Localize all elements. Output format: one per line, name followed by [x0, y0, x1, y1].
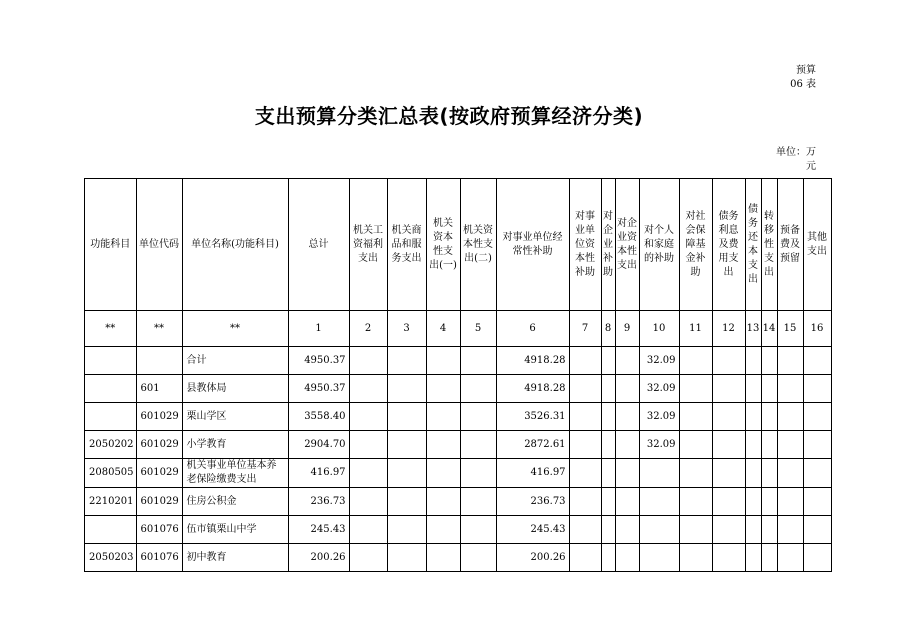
empty-cell — [460, 431, 496, 459]
empty-cell — [679, 375, 712, 403]
empty-cell — [426, 375, 460, 403]
col-header: 对社会保障基金补助 — [679, 179, 712, 311]
empty-cell — [569, 488, 601, 516]
col-header: 其他支出 — [803, 179, 831, 311]
empty-cell — [777, 431, 803, 459]
empty-cell — [712, 516, 745, 544]
col-header: 对个人和家庭的补助 — [639, 179, 679, 311]
table-row — [85, 431, 832, 459]
empty-cell — [460, 375, 496, 403]
empty-cell — [569, 459, 601, 488]
subsidy-cell: 416.97 — [496, 459, 569, 488]
col-header: 对事业单位经常性补助 — [496, 179, 569, 311]
col-header: 功能科目 — [85, 179, 137, 311]
empty-cell — [349, 544, 387, 572]
col-code: 1 — [288, 311, 349, 347]
personal-subsidy-cell — [639, 488, 679, 516]
empty-cell — [601, 375, 615, 403]
form-tag — [770, 64, 816, 92]
empty-cell — [460, 544, 496, 572]
empty-cell — [679, 516, 712, 544]
empty-cell — [745, 488, 761, 516]
unit-name-cell: 初中教育 — [182, 544, 288, 572]
empty-cell — [777, 347, 803, 375]
subsidy-cell: 245.43 — [496, 516, 569, 544]
empty-cell — [777, 488, 803, 516]
table-row — [85, 544, 832, 572]
col-code: 2 — [349, 311, 387, 347]
unit-code-cell: 601076 — [136, 516, 182, 544]
col-code: ** — [136, 311, 182, 347]
empty-cell — [761, 459, 777, 488]
empty-cell — [615, 488, 639, 516]
empty-cell — [387, 544, 426, 572]
total-cell: 416.97 — [288, 459, 349, 488]
empty-cell — [712, 544, 745, 572]
col-code: 6 — [496, 311, 569, 347]
empty-cell — [569, 516, 601, 544]
empty-cell — [349, 431, 387, 459]
form-tag-line2: 06 表 — [790, 79, 816, 90]
col-header: 机关资本性支出(二) — [460, 179, 496, 311]
empty-cell — [601, 431, 615, 459]
subsidy-cell: 2872.61 — [496, 431, 569, 459]
empty-cell — [387, 488, 426, 516]
func-code-cell — [85, 403, 137, 431]
empty-cell — [712, 375, 745, 403]
empty-cell — [803, 347, 831, 375]
code-row — [85, 311, 832, 347]
empty-cell — [745, 544, 761, 572]
unit-code-cell: 601029 — [136, 488, 182, 516]
empty-cell — [460, 403, 496, 431]
empty-cell — [761, 516, 777, 544]
table-body — [85, 347, 832, 572]
empty-cell — [460, 459, 496, 488]
empty-cell — [679, 347, 712, 375]
empty-cell — [679, 488, 712, 516]
empty-cell — [712, 459, 745, 488]
col-code: ** — [182, 311, 288, 347]
empty-cell — [349, 516, 387, 544]
form-tag-line1: 预算 — [796, 65, 816, 76]
empty-cell — [387, 347, 426, 375]
empty-cell — [777, 544, 803, 572]
empty-cell — [803, 431, 831, 459]
col-code: 14 — [761, 311, 777, 347]
col-code: 3 — [387, 311, 426, 347]
empty-cell — [761, 488, 777, 516]
empty-cell — [679, 459, 712, 488]
col-code: 16 — [803, 311, 831, 347]
empty-cell — [426, 544, 460, 572]
col-header: 转移性支出 — [761, 179, 777, 311]
col-code: ** — [85, 311, 137, 347]
personal-subsidy-cell — [639, 459, 679, 488]
personal-subsidy-cell: 32.09 — [639, 431, 679, 459]
empty-cell — [387, 516, 426, 544]
unit-name-cell: 县教体局 — [182, 375, 288, 403]
col-header: 对企业补助 — [601, 179, 615, 311]
page-title: 支出预算分类汇总表(按政府预算经济分类) — [254, 104, 644, 128]
table-row — [85, 403, 832, 431]
col-code: 13 — [745, 311, 761, 347]
unit-label-line1: 单位：万 — [776, 147, 816, 158]
func-code-cell — [85, 375, 137, 403]
unit-code-cell: 601029 — [136, 431, 182, 459]
empty-cell — [803, 403, 831, 431]
total-cell: 3558.40 — [288, 403, 349, 431]
empty-cell — [460, 347, 496, 375]
func-code-cell — [85, 347, 137, 375]
empty-cell — [745, 459, 761, 488]
col-header: 债务还本支出 — [745, 179, 761, 311]
personal-subsidy-cell: 32.09 — [639, 375, 679, 403]
empty-cell — [745, 375, 761, 403]
func-code-cell: 2210201 — [85, 488, 137, 516]
unit-name-cell: 伍市镇栗山中学 — [182, 516, 288, 544]
empty-cell — [601, 459, 615, 488]
empty-cell — [803, 375, 831, 403]
empty-cell — [460, 488, 496, 516]
empty-cell — [426, 459, 460, 488]
total-cell: 236.73 — [288, 488, 349, 516]
empty-cell — [387, 403, 426, 431]
unit-label — [770, 146, 816, 174]
unit-code-cell: 601029 — [136, 459, 182, 488]
empty-cell — [426, 516, 460, 544]
table-row — [85, 347, 832, 375]
empty-cell — [387, 459, 426, 488]
col-header: 对事业单位资本性补助 — [569, 179, 601, 311]
col-header: 对企业资本性支出 — [615, 179, 639, 311]
unit-code-cell: 601 — [136, 375, 182, 403]
table-row — [85, 488, 832, 516]
empty-cell — [426, 488, 460, 516]
empty-cell — [679, 403, 712, 431]
col-code: 9 — [615, 311, 639, 347]
empty-cell — [460, 516, 496, 544]
col-code: 8 — [601, 311, 615, 347]
empty-cell — [745, 347, 761, 375]
subsidy-cell: 4918.28 — [496, 375, 569, 403]
col-header: 总计 — [288, 179, 349, 311]
empty-cell — [803, 516, 831, 544]
table-row — [85, 459, 832, 488]
unit-name-cell: 合计 — [182, 347, 288, 375]
empty-cell — [777, 459, 803, 488]
total-cell: 4950.37 — [288, 375, 349, 403]
empty-cell — [601, 516, 615, 544]
empty-cell — [569, 431, 601, 459]
total-cell: 2904.70 — [288, 431, 349, 459]
empty-cell — [761, 375, 777, 403]
func-code-cell — [85, 516, 137, 544]
empty-cell — [615, 403, 639, 431]
empty-cell — [712, 403, 745, 431]
empty-cell — [777, 403, 803, 431]
col-header: 单位代码 — [136, 179, 182, 311]
func-code-cell: 2050202 — [85, 431, 137, 459]
empty-cell — [349, 488, 387, 516]
empty-cell — [615, 375, 639, 403]
personal-subsidy-cell: 32.09 — [639, 403, 679, 431]
empty-cell — [601, 347, 615, 375]
unit-name-cell: 住房公积金 — [182, 488, 288, 516]
empty-cell — [349, 403, 387, 431]
header-row — [85, 179, 832, 311]
empty-cell — [679, 431, 712, 459]
empty-cell — [803, 459, 831, 488]
empty-cell — [387, 375, 426, 403]
empty-cell — [745, 516, 761, 544]
personal-subsidy-cell: 32.09 — [639, 347, 679, 375]
personal-subsidy-cell — [639, 516, 679, 544]
empty-cell — [777, 516, 803, 544]
empty-cell — [569, 403, 601, 431]
empty-cell — [601, 403, 615, 431]
subsidy-cell: 200.26 — [496, 544, 569, 572]
unit-code-cell: 601029 — [136, 403, 182, 431]
empty-cell — [761, 544, 777, 572]
subsidy-cell: 4918.28 — [496, 347, 569, 375]
empty-cell — [679, 544, 712, 572]
func-code-cell: 2080505 — [85, 459, 137, 488]
total-cell: 200.26 — [288, 544, 349, 572]
col-code: 7 — [569, 311, 601, 347]
total-cell: 4950.37 — [288, 347, 349, 375]
personal-subsidy-cell — [639, 544, 679, 572]
empty-cell — [426, 347, 460, 375]
empty-cell — [761, 431, 777, 459]
empty-cell — [615, 544, 639, 572]
empty-cell — [569, 544, 601, 572]
table-row — [85, 516, 832, 544]
empty-cell — [712, 431, 745, 459]
col-header: 机关工资福利支出 — [349, 179, 387, 311]
col-header: 机关资本性支出(一) — [426, 179, 460, 311]
empty-cell — [761, 403, 777, 431]
budget-table — [84, 178, 832, 572]
col-header: 单位名称(功能科目) — [182, 179, 288, 311]
empty-cell — [803, 488, 831, 516]
unit-code-cell: 601076 — [136, 544, 182, 572]
empty-cell — [615, 347, 639, 375]
empty-cell — [569, 347, 601, 375]
empty-cell — [349, 347, 387, 375]
subsidy-cell: 236.73 — [496, 488, 569, 516]
col-code: 11 — [679, 311, 712, 347]
unit-name-cell: 机关事业单位基本养老保险缴费支出 — [182, 459, 288, 488]
total-cell: 245.43 — [288, 516, 349, 544]
empty-cell — [777, 375, 803, 403]
empty-cell — [601, 544, 615, 572]
empty-cell — [426, 431, 460, 459]
empty-cell — [387, 431, 426, 459]
empty-cell — [349, 459, 387, 488]
col-code: 15 — [777, 311, 803, 347]
empty-cell — [601, 488, 615, 516]
empty-cell — [615, 431, 639, 459]
col-code: 10 — [639, 311, 679, 347]
col-header: 预备费及预留 — [777, 179, 803, 311]
col-code: 12 — [712, 311, 745, 347]
subsidy-cell: 3526.31 — [496, 403, 569, 431]
empty-cell — [349, 375, 387, 403]
func-code-cell: 2050203 — [85, 544, 137, 572]
col-code: 5 — [460, 311, 496, 347]
empty-cell — [569, 375, 601, 403]
empty-cell — [615, 516, 639, 544]
empty-cell — [712, 488, 745, 516]
unit-name-cell: 栗山学区 — [182, 403, 288, 431]
empty-cell — [761, 347, 777, 375]
col-code: 4 — [426, 311, 460, 347]
empty-cell — [745, 403, 761, 431]
unit-label-line2: 元 — [806, 161, 816, 172]
unit-code-cell — [136, 347, 182, 375]
col-header: 债务利息及费用支出 — [712, 179, 745, 311]
unit-name-cell: 小学教育 — [182, 431, 288, 459]
col-header: 机关商品和服务支出 — [387, 179, 426, 311]
empty-cell — [803, 544, 831, 572]
empty-cell — [712, 347, 745, 375]
empty-cell — [745, 431, 761, 459]
empty-cell — [615, 459, 639, 488]
empty-cell — [426, 403, 460, 431]
table-row — [85, 375, 832, 403]
